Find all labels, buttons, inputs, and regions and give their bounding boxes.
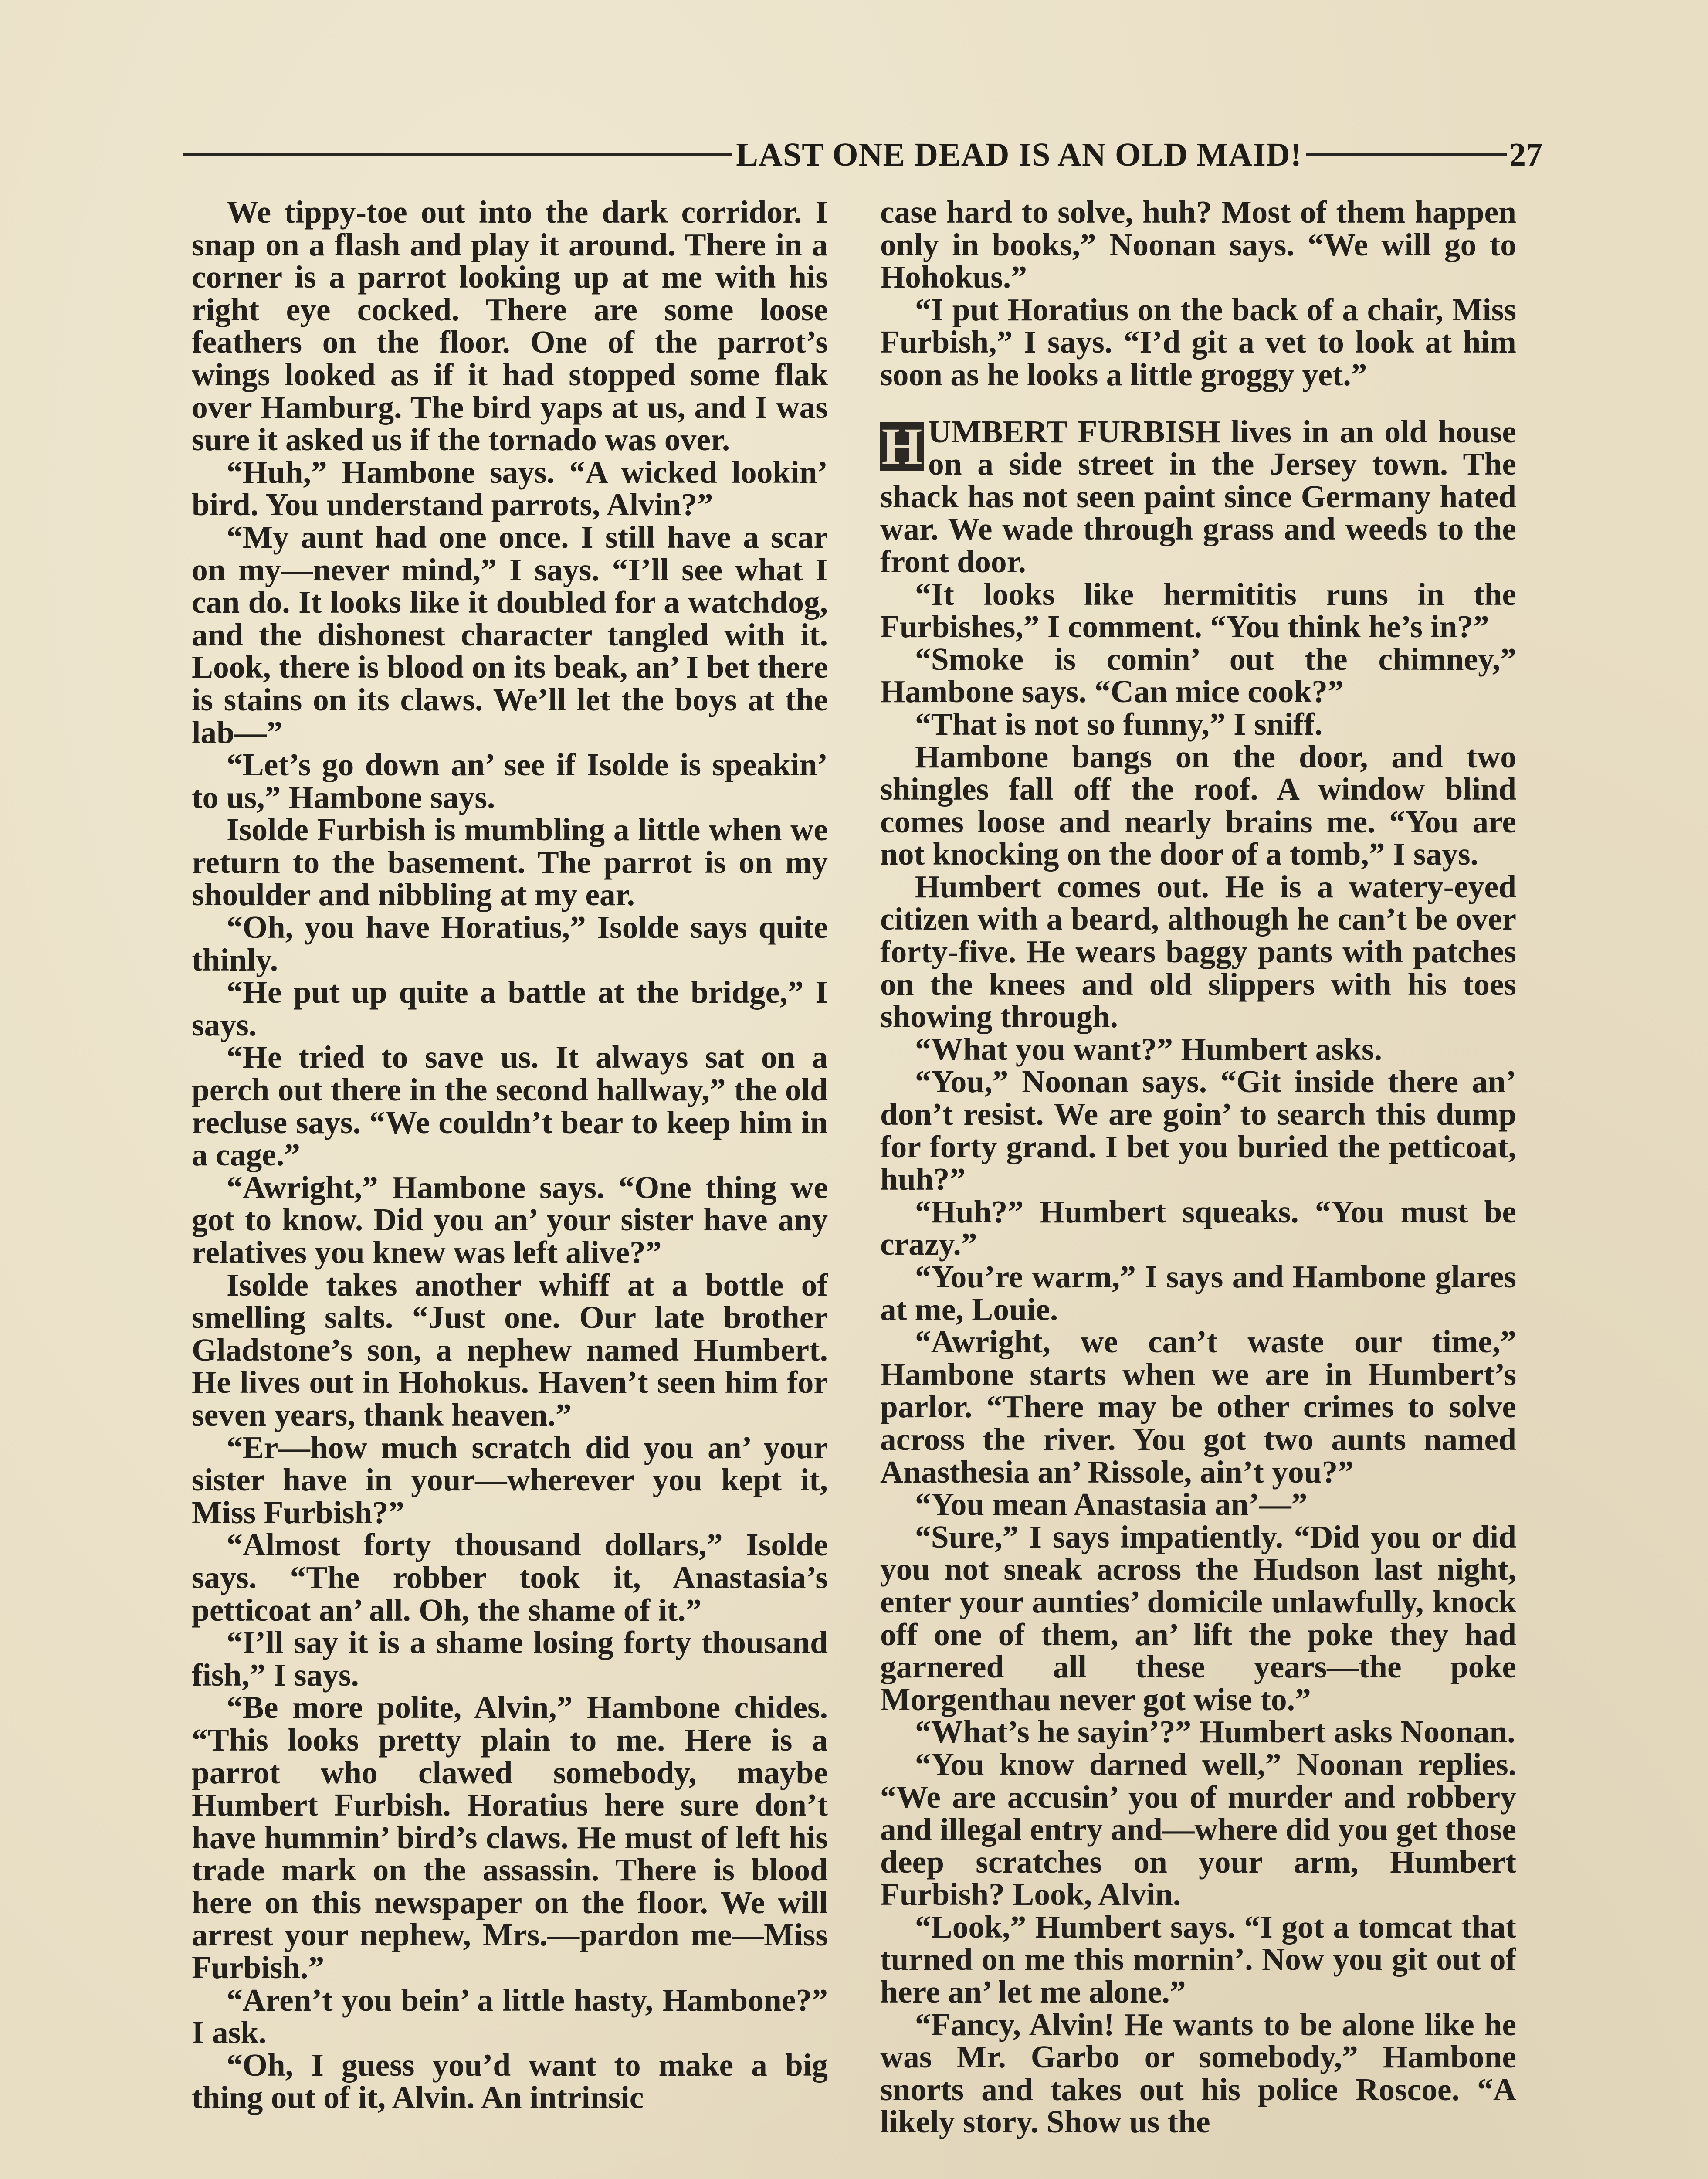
paragraph: Isolde takes another whiff at a bottle of smelling salts. “Just one. Our late brother Gladstone’s son, a nephew named Humbert. He lives out in Hohokus. Haven’t seen him for seven years, thank heaven.” [192,1267,828,1432]
paragraph: “You,” Noonan says. “Git inside there an’ don’t resist. We are goin’ to search this dump for forty grand. I bet you buried the petticoat, huh?” [880,1064,1516,1197]
paragraph: Humbert comes out. He is a watery-eyed citizen with a beard, although he can’t be over forty-five. He wears baggy pants with patches on the knees and old slippers with his toes showing through. [880,869,1516,1035]
paragraph: “Awright,” Hambone says. “One thing we got to know. Did you an’ your sister have any relatives you knew was left alive?” [192,1169,828,1270]
paragraph: “Oh, you have Horatius,” Isolde says quite thinly. [192,910,828,977]
paragraph: “I put Horatius on the back of a chair, Miss Furbish,” I says. “I’d git a vet to look at him soon as he looks a little groggy yet.” [880,292,1516,392]
right-column [880,196,1516,2179]
paragraph: “You’re warm,” I says and Hambone glares at me, Louie. [880,1259,1516,1327]
drop-cap: H [880,422,924,471]
paragraph: “Huh,” Hambone says. “A wicked lookin’ bird. You understand parrots, Alvin?” [192,454,828,523]
header-rule-right [1306,153,1507,156]
running-title: LAST ONE DEAD IS AN OLD MAID! [736,136,1302,173]
paragraph: Hambone bangs on the door, and two shingles fall off the roof. A window blind comes loose and nearly brains me. “You are not knocking on the door of a tomb,” I says. [880,739,1516,872]
paragraph: “Aren’t you bein’ a little hasty, Hambone?” I ask. [192,1982,828,2050]
paragraph: “What’s he sayin’?” Humbert asks Noonan. [915,1714,1515,1750]
paragraph: “Smoke is comin’ out the chimney,” Hambone says. “Can mice cook?” [880,641,1516,709]
paragraph: “It looks like hermititis runs in the Furbishes,” I comment. “You think he’s in?” [880,576,1516,645]
paragraph: “My aunt had one once. I still have a scar on my—never mind,” I says. “I’ll see what I can do. It looks like it doubled for a watchdog, and the dishonest character tangled with it. Look, there is blood on its beak, an’ I bet there is stains on its claws. We’ll let the boys at the lab—” [192,519,828,750]
paragraph: “Look,” Humbert says. “I got a tomcat that turned on me this mornin’. Now you git out of here an’ let me alone.” [880,1909,1516,2010]
paragraph: “Huh?” Humbert squeaks. “You must be crazy.” [880,1194,1516,1262]
paragraph: “Fancy, Alvin! He wants to be alone like he was Mr. Garbo or somebody,” Hambone snorts and takes out his police Roscoe. “A likely story. Show us the [880,2006,1516,2140]
paragraph: “I’ll say it is a shame losing forty thousand fish,” I says. [192,1625,828,1693]
paragraph: “Oh, I guess you’d want to make a big thing out of it, Alvin. An intrinsic [192,2047,828,2115]
paragraph: “Almost forty thousand dollars,” Isolde says. “The robber took it, Anastasia’s petticoat an’ all. Oh, the shame of it.” [192,1527,828,1628]
paragraph: “He tried to save us. It always sat on a perch out there in the second hallway,” the old recluse says. “We couldn’t bear to keep him in a cage.” [192,1039,828,1173]
section-opening-paragraph [880,416,1516,578]
paragraph: “Sure,” I says impatiently. “Did you or did you not sneak across the Hudson last night, enter your aunties’ domicile unlawfully, knock off one of them, an’ lift the poke they had garnered all these years—the poke Morgenthau never got wise to.” [880,1519,1516,1717]
page-number: 27 [1509,136,1542,173]
paragraph: We tippy-toe out into the dark corridor. I snap on a flash and play it around. There in a corner is a parrot looking up at me with his right eye cocked. There are some loose feathers on the floor. One of the parrot’s wings looked as if it had stopped some flak over Hamburg. The bird yaps at us, and I was sure it asked us if the tornado was over. [192,196,828,458]
paragraph: “He put up quite a battle at the bridge,” I says. [192,974,828,1042]
paragraph-continued: case hard to solve, huh? Most of them happen only in books,” Noonan says. “We will go to Hohokus.” [880,196,1516,295]
header-rule-left [183,153,732,156]
left-column [192,196,828,2179]
paragraph: Isolde Furbish is mumbling a little when we return to the basement. The parrot is on my shoulder and nibbling at my ear. [192,812,828,913]
running-header [183,131,1542,179]
section-opening-text: UMBERT FURBISH lives in an old house on a side street in the Jersey town. The shack has not seen paint since Germany hated war. We wade through grass and weeds to the front door. [880,414,1516,579]
paragraph: “Er—how much scratch did you an’ your sister have in your—wherever you kept it, Miss Furbish?” [192,1429,828,1530]
paragraph: “You know darned well,” Noonan replies. “We are accusin’ you of murder and robbery and illegal entry and—where did you get those deep scratches on your arm, Humbert Furbish? Look, Alvin. [880,1746,1516,1912]
paragraph: “What you want?” Humbert asks. [915,1031,1382,1067]
paragraph: “Let’s go down an’ see if Isolde is speakin’ to us,” Hambone says. [192,747,828,815]
paragraph: “Be more polite, Alvin,” Hambone chides. “This looks pretty plain to me. Here is a parrot who clawed somebody, maybe Humbert Furbish. Horatius here sure don’t have hummin’ bird’s claws. He must of left his trade mark on the assassin. There is blood here on this newspaper on the floor. We will arrest your nephew, Mrs.—pardon me—Miss Furbish.” [192,1690,828,1986]
paragraph: “That is not so funny,” I sniff. [915,706,1323,742]
paragraph: “Awright, we can’t waste our time,” Hambone starts when we are in Humbert’s parlor. “There may be other crimes to solve across the river. You got two aunts named Anasthesia an’ Rissole, ain’t you?” [880,1324,1516,1490]
paragraph: “You mean Anastasia an’—” [915,1487,1308,1522]
section-break [880,391,1516,416]
